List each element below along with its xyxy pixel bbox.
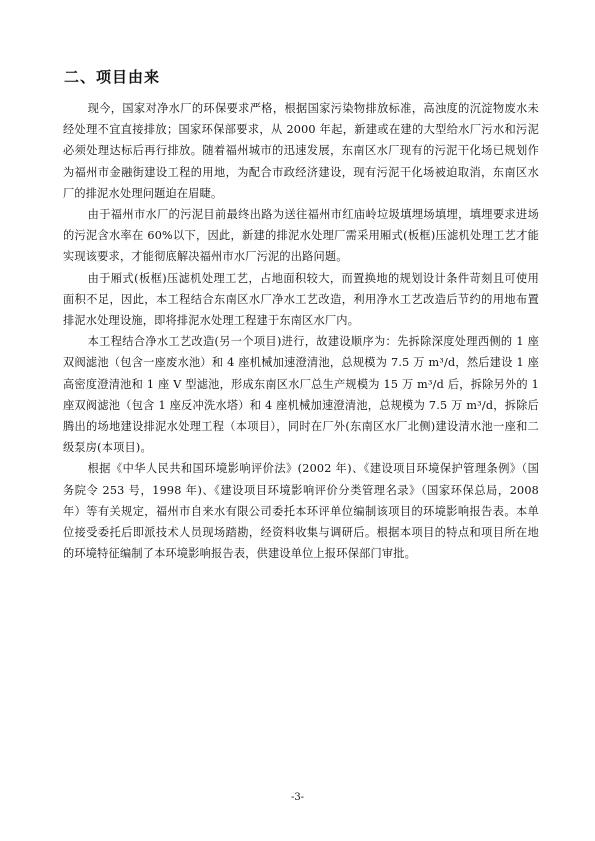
paragraph-4: 本工程结合净水工艺改造(另一个项目)进行，故建设顺序为：先拆除深度处理西侧的 1 座双阀滤池（包含一座废水池）和 4 座机械加速澄清池，总规模为 7.5 万 m³/d，然后建设 1 座高密度澄清池和 1 座 V 型滤池，形成东南区水厂总生产规模为 15 万 m³/d 后，拆除另外的 1 座双阀滤池（包含 1 座反冲洗水塔）和 4 座机械加速澄清池，总规模为 7.5 万 m³/d，拆除后腾出的场地建设排泥水处理工程（本项目），同时在厂外(东南区水厂北侧)建设清水池一座和二级泵房(本项目)。 <box>63 335 539 455</box>
page-number: -3- <box>290 792 305 803</box>
paragraph-5: 根据《中华人民共和国环境影响评价法》(2002 年)、《建设项目环境保护管理条例》（国务院令 253 号，1998 年)、《建设项目环境影响评价分类管理名录》（国家环保总局，2008 年）等有关规定，福州市自来水有限公司委托本环评单位编制该项目的环境影响报告表。本单位接受委托后即派技术人员现场踏勘，经资料收集与调研后。根据本项目的特点和项目所在地的环境特征编制了本环境影响报告表，供建设单位上报环保部门审批。 <box>63 462 539 561</box>
paragraph-2: 由于福州市水厂的污泥目前最终出路为送往福州市红庙岭垃圾填埋场填埋，填埋要求进场的污泥含水率在 60%以下，因此，新建的排泥水处理厂需采用厢式(板框)压滤机处理工艺才能实现该要求，才能彻底解决福州市水厂污泥的出路问题。 <box>63 208 539 264</box>
paragraph-1: 现今，国家对净水厂的环保要求严格，根据国家污染物排放标准，高浊度的沉淀物废水未经处理不宜直接排放；国家环保部要求，从 2000 年起，新建或在建的大型给水厂污水和污泥必须处理达标后再行排放。随着福州城市的迅速发展，东南区水厂现有的污泥干化场已规划作为福州市金融街建设工程的用地，为配合市政经济建设，现有污泥干化场被迫取消，东南区水厂的排泥水处理问题迫在眉睫。 <box>63 102 539 200</box>
paragraph-3: 由于厢式(板框)压滤机处理工艺，占地面积较大，而置换地的规划设计条件苛刻且可使用面积不足，因此，本工程结合东南区水厂净水工艺改造，利用净水工艺改造后节约的用地布置排泥水处理设施，即将排泥水处理工程建于东南区水厂内。 <box>63 271 539 328</box>
section-heading: 二、项目由来 <box>64 68 161 86</box>
body-text <box>63 98 539 564</box>
